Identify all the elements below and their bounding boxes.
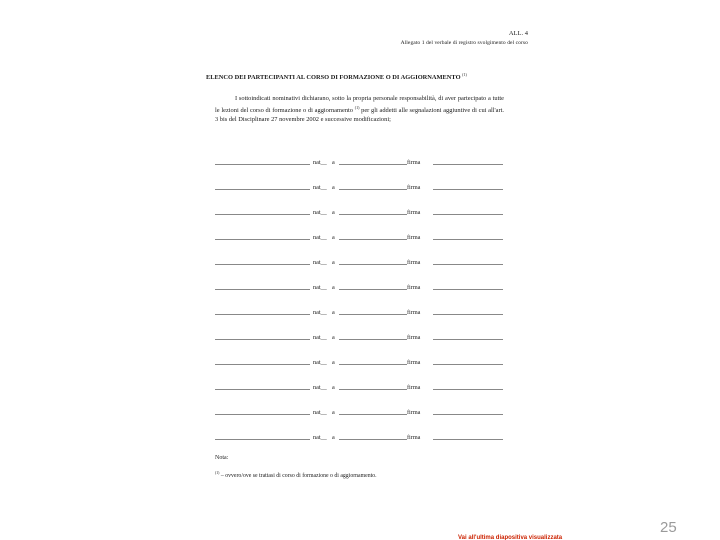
- nat-label: nat__: [313, 208, 327, 216]
- name-line[interactable]: [215, 339, 310, 340]
- document-title-text: ELENCO DEI PARTECIPANTI AL CORSO DI FORMAZIONE O DI AGGIORNAMENTO: [206, 74, 461, 82]
- last-viewed-slide-link[interactable]: Vai all'ultima diapositiva visualizzata: [458, 535, 563, 540]
- title-footnote-ref: (1): [462, 72, 467, 77]
- participant-row: [215, 431, 503, 441]
- birthplace-line[interactable]: [339, 289, 407, 290]
- birthplace-line[interactable]: [339, 364, 407, 365]
- a-label: a: [332, 208, 335, 216]
- note-label: Nota:: [215, 455, 229, 461]
- a-label: a: [332, 258, 335, 266]
- nat-label: nat__: [313, 333, 327, 341]
- participant-row: [215, 306, 503, 316]
- name-line[interactable]: [215, 239, 310, 240]
- participant-row: [215, 156, 503, 166]
- birthplace-line[interactable]: [339, 414, 407, 415]
- signature-line[interactable]: [433, 414, 503, 415]
- signature-line[interactable]: [433, 439, 503, 440]
- a-label: a: [332, 308, 335, 316]
- firma-label: firma: [407, 158, 421, 166]
- intro-text-1: I sottoindicati nominativi dichiarano, sotto la propria personale responsabilità, di aver partecipato a tutte le lezioni del corso di formazione o di aggiornamento: [215, 95, 504, 115]
- a-label: a: [332, 333, 335, 341]
- name-line[interactable]: [215, 414, 310, 415]
- nat-label: nat__: [313, 233, 327, 241]
- firma-label: firma: [407, 183, 421, 191]
- firma-label: firma: [407, 333, 421, 341]
- signature-line[interactable]: [433, 239, 503, 240]
- footnote-text: – ovvero/ove se trattasi di corso di formazione o di aggiornamento.: [220, 472, 377, 479]
- participant-row: [215, 406, 503, 416]
- document-title: [206, 72, 467, 81]
- firma-label: firma: [407, 308, 421, 316]
- birthplace-line[interactable]: [339, 164, 407, 165]
- name-line[interactable]: [215, 314, 310, 315]
- participant-row: [215, 256, 503, 266]
- firma-label: firma: [407, 208, 421, 216]
- signature-line[interactable]: [433, 164, 503, 165]
- nat-label: nat__: [313, 433, 327, 441]
- participant-row: [215, 381, 503, 391]
- a-label: a: [332, 408, 335, 416]
- name-line[interactable]: [215, 264, 310, 265]
- name-line[interactable]: [215, 189, 310, 190]
- signature-line[interactable]: [433, 214, 503, 215]
- nat-label: nat__: [313, 183, 327, 191]
- firma-label: firma: [407, 258, 421, 266]
- name-line[interactable]: [215, 389, 310, 390]
- footnote-ref: (1): [215, 471, 220, 475]
- intro-footnote-ref: (1): [354, 104, 360, 110]
- name-line[interactable]: [215, 289, 310, 290]
- nat-label: nat__: [313, 158, 327, 166]
- a-label: a: [332, 433, 335, 441]
- participant-row: [215, 181, 503, 191]
- firma-label: firma: [407, 433, 421, 441]
- participant-row: [215, 281, 503, 291]
- name-line[interactable]: [215, 439, 310, 440]
- participant-row: [215, 206, 503, 216]
- intro-text-2: per gli addetti alle segnalazioni aggiuntive di cui all'art. 3 bis del Disciplinare 27 novembre 2002 e successive modificazioni;: [215, 107, 505, 123]
- firma-label: firma: [407, 283, 421, 291]
- nat-label: nat__: [313, 308, 327, 316]
- signature-line[interactable]: [433, 339, 503, 340]
- name-line[interactable]: [215, 364, 310, 365]
- birthplace-line[interactable]: [339, 314, 407, 315]
- page-number: 25: [660, 519, 677, 536]
- birthplace-line[interactable]: [339, 339, 407, 340]
- a-label: a: [332, 183, 335, 191]
- birthplace-line[interactable]: [339, 264, 407, 265]
- a-label: a: [332, 358, 335, 366]
- birthplace-line[interactable]: [339, 439, 407, 440]
- signature-line[interactable]: [433, 389, 503, 390]
- birthplace-line[interactable]: [339, 389, 407, 390]
- footnote: [215, 471, 377, 479]
- a-label: a: [332, 158, 335, 166]
- attachment-caption: Allegato 1 del verbale di registro svolgimento del corso: [400, 40, 528, 46]
- nat-label: nat__: [313, 358, 327, 366]
- nat-label: nat__: [313, 383, 327, 391]
- firma-label: firma: [407, 233, 421, 241]
- firma-label: firma: [407, 383, 421, 391]
- signature-line[interactable]: [433, 364, 503, 365]
- birthplace-line[interactable]: [339, 189, 407, 190]
- birthplace-line[interactable]: [339, 239, 407, 240]
- a-label: a: [332, 383, 335, 391]
- participant-row: [215, 231, 503, 241]
- attachment-number: ALL. 4: [508, 30, 528, 37]
- name-line[interactable]: [215, 164, 310, 165]
- birthplace-line[interactable]: [339, 214, 407, 215]
- name-line[interactable]: [215, 214, 310, 215]
- a-label: a: [332, 283, 335, 291]
- participant-row: [215, 331, 503, 341]
- nat-label: nat__: [313, 283, 327, 291]
- signature-line[interactable]: [433, 264, 503, 265]
- signature-line[interactable]: [433, 314, 503, 315]
- nat-label: nat__: [313, 258, 327, 266]
- signature-line[interactable]: [433, 189, 503, 190]
- nat-label: nat__: [313, 408, 327, 416]
- a-label: a: [332, 233, 335, 241]
- firma-label: firma: [407, 408, 421, 416]
- participant-row: [215, 356, 503, 366]
- firma-label: firma: [407, 358, 421, 366]
- signature-line[interactable]: [433, 289, 503, 290]
- intro-paragraph: [215, 95, 504, 125]
